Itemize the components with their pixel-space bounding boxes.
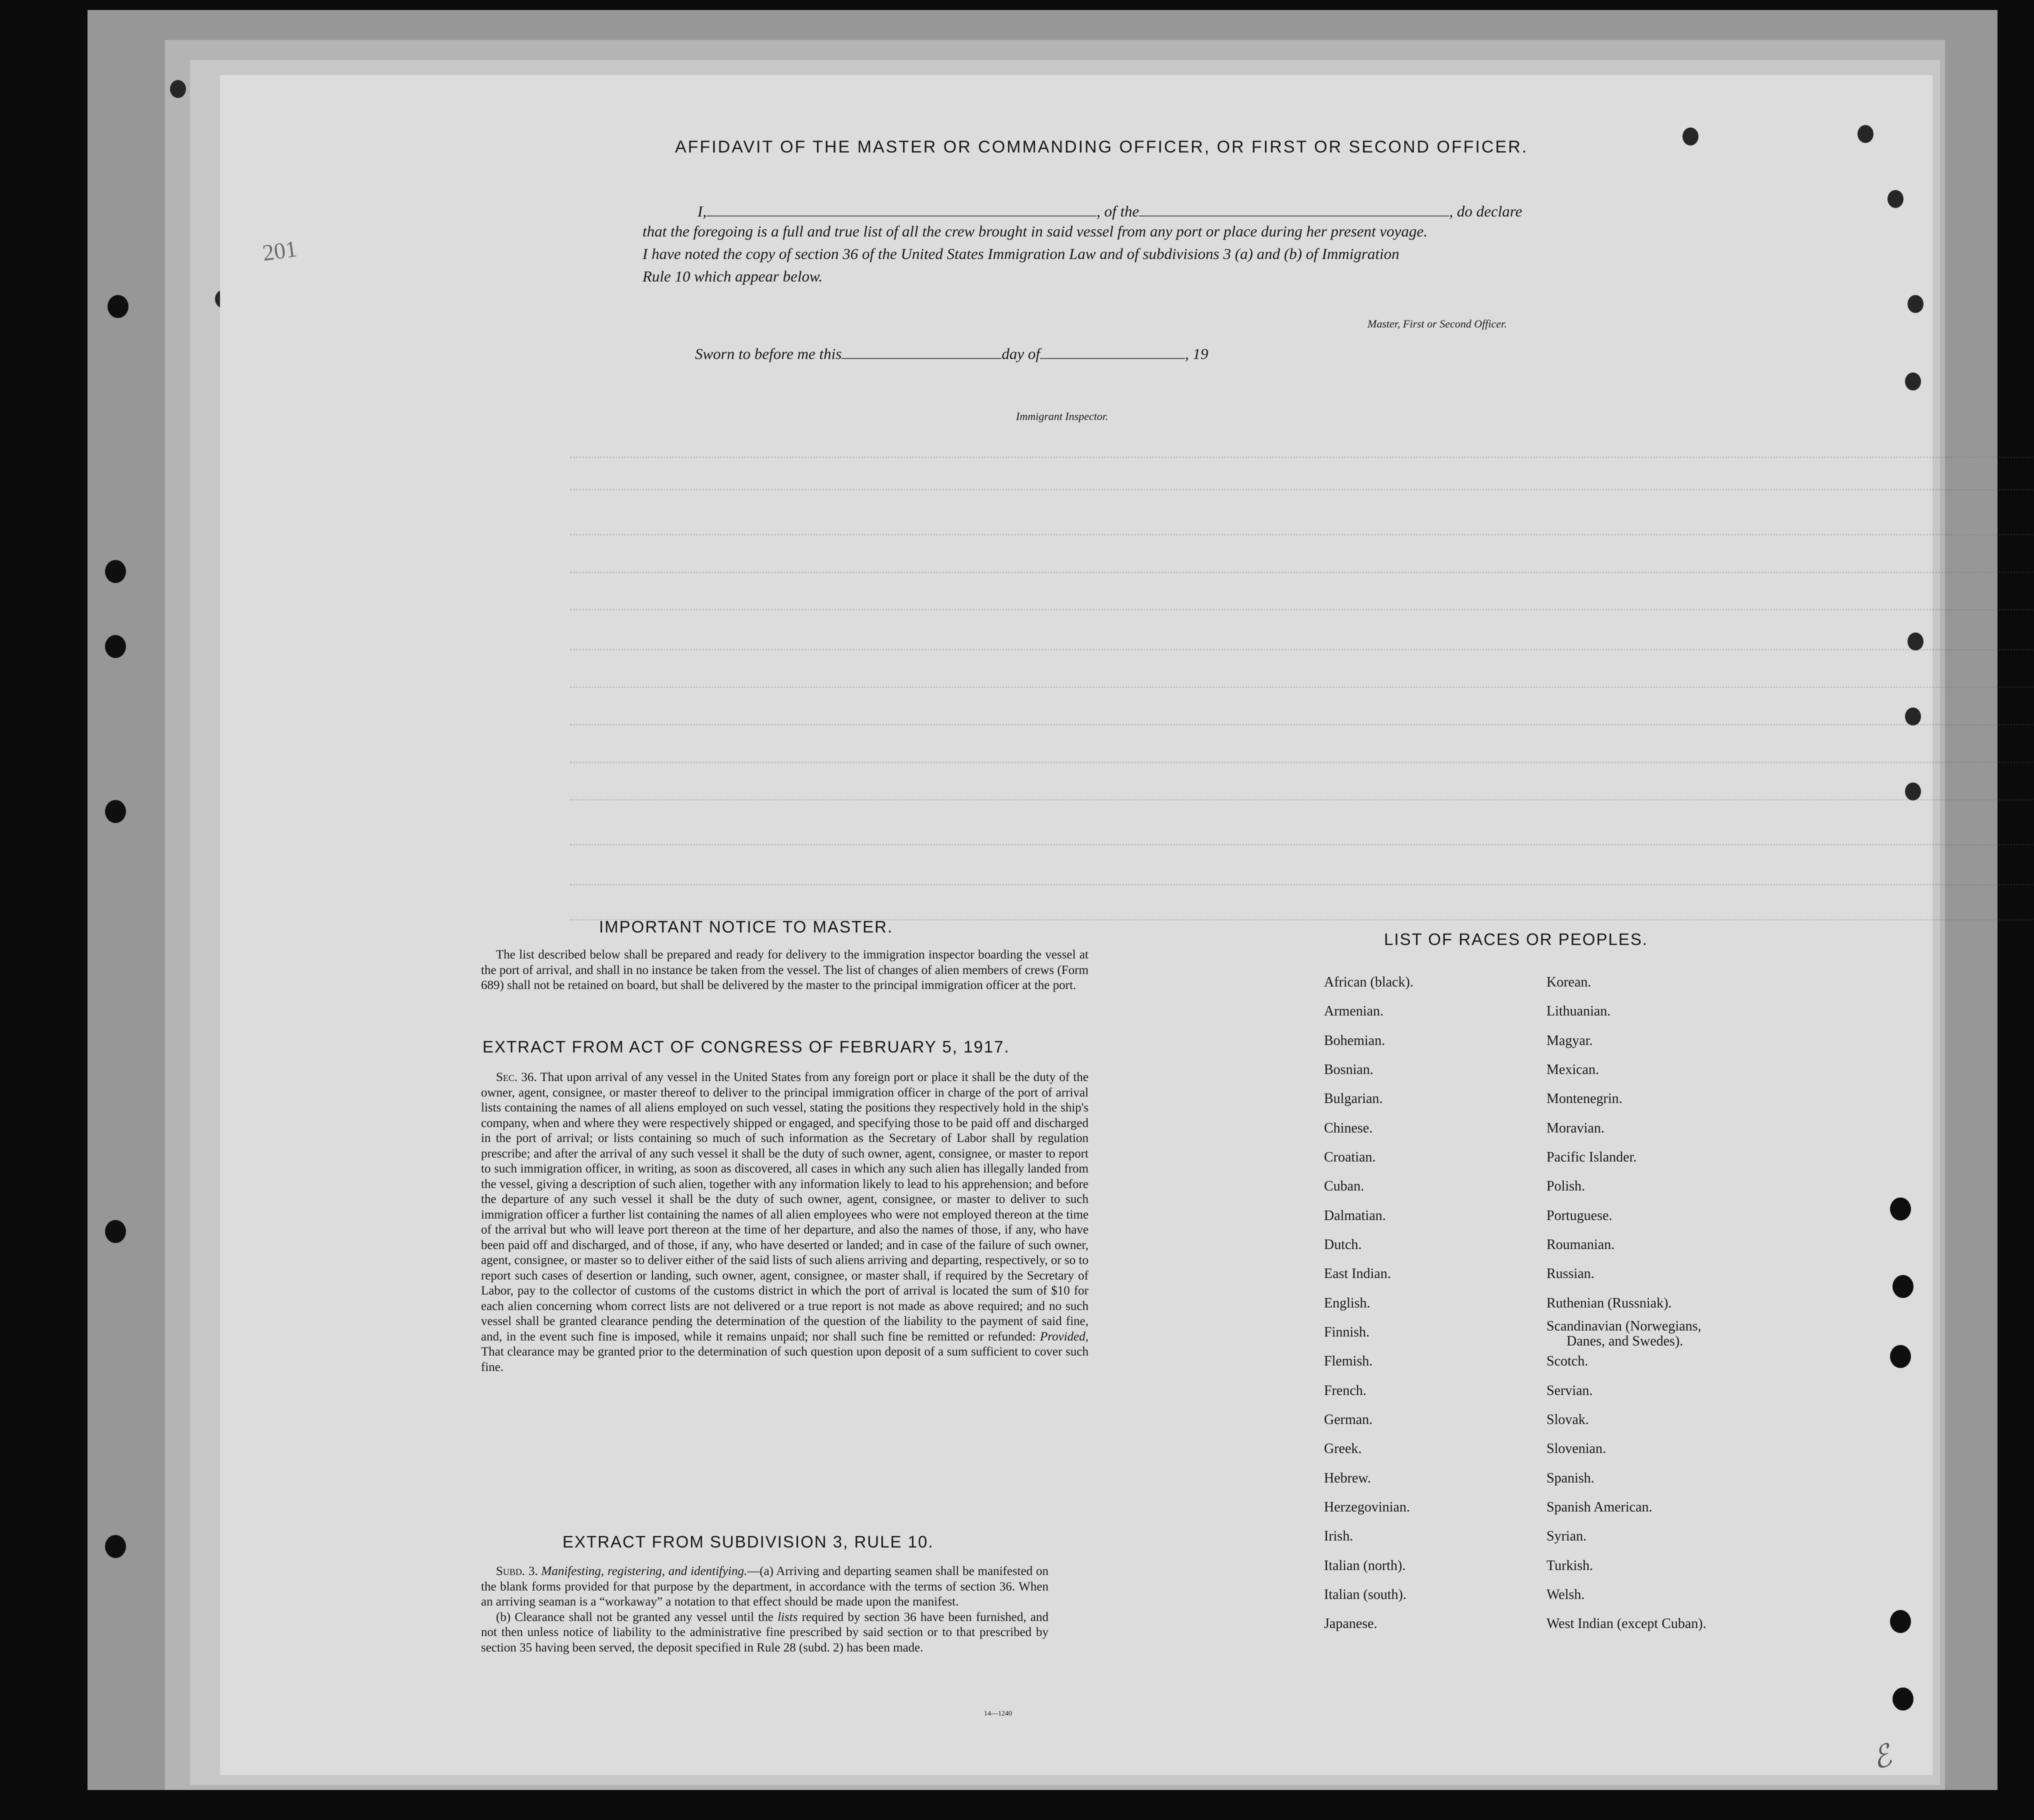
race-item: Bohemian. (1324, 1033, 1386, 1048)
punch-hole-icon (105, 800, 126, 823)
race-item: Dutch. (1324, 1237, 1362, 1252)
race-item: French. (1324, 1383, 1366, 1398)
race-item: Turkish. (1546, 1558, 1594, 1574)
race-item: Finnish. (1324, 1324, 1370, 1340)
form-number: 14—1240 (984, 1710, 1012, 1718)
race-item: Greek. (1324, 1441, 1362, 1456)
punch-hole-icon (170, 80, 186, 98)
race-item: Croatian. (1324, 1150, 1376, 1165)
notice-body (481, 948, 1088, 994)
notice-title: IMPORTANT NOTICE TO MASTER. (599, 918, 894, 936)
punch-hole-icon (105, 1220, 126, 1243)
race-item: Mexican. (1546, 1062, 1599, 1078)
rule-body (481, 1564, 1048, 1656)
subd-3-label: Subd. 3. (496, 1564, 538, 1578)
race-item: Syrian. (1546, 1528, 1587, 1544)
race-item: German. (1324, 1412, 1373, 1428)
crew-manifest-page (220, 75, 1932, 1775)
affidavit-line-4: Rule 10 which appear below. (642, 268, 823, 285)
race-item: Lithuanian. (1546, 1004, 1611, 1019)
race-item: Bulgarian. (1324, 1091, 1383, 1106)
punch-hole-icon (1682, 128, 1698, 146)
inspector-signature-caption: Immigrant Inspector. (1016, 410, 1108, 422)
race-item: Japanese. (1324, 1616, 1378, 1632)
race-item: West Indian (except Cuban). (1546, 1616, 1706, 1632)
punch-hole-icon (1890, 1345, 1911, 1368)
affidavit-title: AFFIDAVIT OF THE MASTER OR COMMANDING OFFICER, OR FIRST OR SECOND OFFICER. (675, 138, 1528, 156)
sworn-text: Sworn to before me this (695, 345, 842, 362)
stamp-number: 201 (260, 236, 299, 266)
sec-36-label: Sec. 36. (496, 1070, 537, 1084)
affidavit-line-3: I have noted the copy of section 36 of the United States Immigration Law and of subdivisions 3 (a) and (b) of Immigration (642, 245, 1400, 262)
race-item: Danes, and Swedes). (1566, 1334, 1684, 1349)
sec-36-text-end: That clearance may be granted prior to the determination of such question upon deposit of a sum sufficient to cover such fine. (481, 1345, 1088, 1374)
race-item: Scotch. (1546, 1354, 1588, 1369)
race-item: Magyar. (1546, 1033, 1593, 1048)
race-item: Portuguese. (1546, 1208, 1612, 1224)
race-item: Moravian. (1546, 1120, 1604, 1136)
punch-hole-icon (108, 295, 128, 318)
race-item: Slovenian. (1546, 1441, 1606, 1456)
race-item: Scandinavian (Norwegians, (1546, 1318, 1702, 1334)
act-title: EXTRACT FROM ACT OF CONGRESS OF FEBRUARY 5, 1917. (482, 1038, 1010, 1056)
race-item: Chinese. (1324, 1120, 1373, 1136)
affidavit-line-2: that the foregoing is a full and true list of all the crew brought in said vessel from any port or place during her present voyage. (642, 222, 1428, 240)
race-item: Irish. (1324, 1528, 1354, 1544)
punch-hole-icon (1890, 1198, 1911, 1220)
race-item: Armenian. (1324, 1004, 1384, 1019)
affidavit-line-1 (698, 202, 1522, 220)
race-item: Servian. (1546, 1383, 1593, 1398)
race-item: Russian. (1546, 1266, 1594, 1282)
sec-36-text: That upon arrival of any vessel in the United States from any foreign port or place it shall be the duty of the owner, agent, consignee, or master thereof to deliver to the principal immigration officer in charge of the port of arrival lists containing the names of all aliens employed on such vessel, stating the positions they respectively hold in the ship's company, when and where they were respectively shipped or engaged, and specifying those to be paid off and discharged in the port of arrival; or lists containing so much of such information as the Secretary of Labor shall by regulation prescribe; and after the arrival of any such vessel it shall be the duty of such owner, agent, consignee, or master to report to such immigration officer, in writing, as soon as discovered, all cases in which any such alien has illegally landed from the vessel, giving a description of such alien, together with any information likely to lead to his apprehension; and before the departure of any such vessel it shall be the duty of such owner, agent, consignee, or master to deliver to such immigration officer a further list containing the names of all alien employees who were not employed thereon at the time of the arrival but who will leave port thereon at the time of her departure, and also the names of those, if any, who have been paid off and discharged, and of those, if any, who have deserted or landed; and in case of the failure of such owner, agent, consignee, or master so to deliver either of the said lists of such aliens arriving and departing, respectively, or so to report such cases of desertion or landing, such owner, agent, consignee, or master shall, if required by the Secretary of Labor, pay to the collector of customs of the customs district in which the port of arrival is located the sum of $10 for each alien concerning whom correct lists are not delivered or a true report is not made as above required; and no such vessel shall be granted clearance pending the determination of the question of the liability to the payment of said fine, and, in the event such fine is imposed, while it remains unpaid; nor shall such fine be remitted or refunded: (481, 1070, 1088, 1344)
race-item: African (black). (1324, 974, 1414, 990)
decl-of-the: , of the (1096, 202, 1140, 220)
race-item: Welsh. (1546, 1587, 1585, 1602)
race-item: Spanish American. (1546, 1500, 1652, 1515)
punch-hole-icon (1890, 1610, 1911, 1633)
decl-do-declare: , do declare (1449, 202, 1522, 220)
race-item: English. (1324, 1296, 1370, 1311)
provided-text: Provided, (1040, 1330, 1088, 1344)
rule-title: EXTRACT FROM SUBDIVISION 3, RULE 10. (562, 1532, 934, 1551)
act-body (481, 1070, 1088, 1375)
master-signature-caption: Master, First or Second Officer. (1368, 318, 1507, 330)
sworn-line (695, 345, 1208, 363)
race-item: Montenegrin. (1546, 1091, 1622, 1106)
pencil-mark-icon: ℰ (1867, 1738, 1896, 1776)
race-item: Hebrew. (1324, 1470, 1371, 1486)
subd-3-b-lists: lists (778, 1610, 798, 1624)
punch-hole-icon (1908, 295, 1924, 313)
punch-hole-icon (1888, 190, 1904, 208)
races-title: LIST OF RACES OR PEOPLES. (1384, 930, 1648, 948)
race-item: Polish. (1546, 1178, 1586, 1194)
race-item: Bosnian. (1324, 1062, 1374, 1078)
race-item: Italian (north). (1324, 1558, 1406, 1574)
race-item: Ruthenian (Russniak). (1546, 1296, 1672, 1311)
race-item: Flemish. (1324, 1354, 1373, 1369)
race-item: Slovak. (1546, 1412, 1589, 1428)
punch-hole-icon (105, 560, 126, 583)
punch-hole-icon (1905, 372, 1921, 390)
decl-i: I, (698, 202, 707, 220)
notice-text: The list described below shall be prepared and ready for delivery to the immigration inspector boarding the vessel at the port of arrival, and shall in no instance be taken from the vessel. The list of changes of alien members of crews (Form 689) shall not be retained on board, but shall be delivered by the master to the principal immigration officer at the port. (481, 948, 1088, 992)
subd-3-a: —(a) Arriving and departing seamen shall be manifested on the blank forms provided for that purpose by the department, in accordance with the terms of section 36. When an arriving seaman is a “workaway” a notation to that effect should be made upon the manifest. (481, 1564, 1048, 1608)
race-item: East Indian. (1324, 1266, 1391, 1282)
sworn-day-of: day of (1002, 345, 1040, 362)
subd-3-b-end: required by section 36 have been furnished, and not then unless notice of liability to the administrative fine prescribed by said section or to that prescribed by section 35 having been served, the deposit specified in Rule 28 (subd. 2) has been made. (481, 1610, 1048, 1654)
race-item: Spanish. (1546, 1470, 1594, 1486)
race-item: Cuban. (1324, 1178, 1364, 1194)
punch-hole-icon (1892, 1275, 1914, 1298)
punch-hole-icon (105, 635, 126, 658)
race-item: Korean. (1546, 974, 1592, 990)
race-item: Italian (south). (1324, 1587, 1406, 1602)
race-item: Dalmatian. (1324, 1208, 1386, 1224)
sworn-year: , 19 (1184, 345, 1208, 362)
punch-hole-icon (105, 1535, 126, 1558)
race-item: Roumanian. (1546, 1237, 1615, 1252)
subd-3-b-start: (b) Clearance shall not be granted any vessel until the (496, 1610, 774, 1624)
punch-hole-icon (1892, 1688, 1914, 1710)
race-item: Pacific Islander. (1546, 1150, 1637, 1165)
punch-hole-icon (1858, 125, 1874, 143)
race-item: Herzegovinian. (1324, 1500, 1410, 1515)
subd-3-heading: Manifesting, registering, and identifying. (541, 1564, 748, 1578)
